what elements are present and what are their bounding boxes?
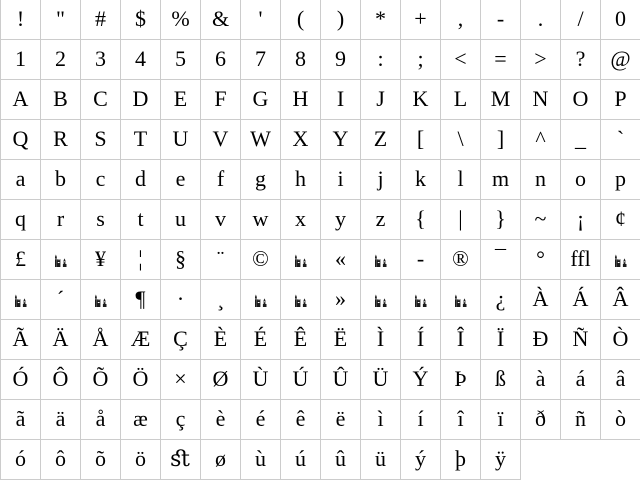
glyph-cell[interactable]: J: [361, 80, 401, 120]
glyph-cell[interactable]: #: [81, 0, 121, 40]
glyph-cell[interactable]: [: [401, 120, 441, 160]
glyph-cell[interactable]: j: [361, 160, 401, 200]
glyph-cell[interactable]: 5: [161, 40, 201, 80]
glyph-cell[interactable]: Ü: [361, 360, 401, 400]
glyph-cell[interactable]: N: [521, 80, 561, 120]
glyph-cell[interactable]: 1: [1, 40, 41, 80]
glyph-cell[interactable]: (: [281, 0, 321, 40]
glyph-cell[interactable]: ´: [41, 280, 81, 320]
glyph-cell[interactable]: u: [161, 200, 201, 240]
glyph-cell[interactable]: ,: [441, 0, 481, 40]
glyph-cell[interactable]: B: [41, 80, 81, 120]
glyph-cell[interactable]: f: [201, 160, 241, 200]
glyph-cell[interactable]: Ã: [1, 320, 41, 360]
glyph-cell[interactable]: Z: [361, 120, 401, 160]
glyph-cell[interactable]: <: [441, 40, 481, 80]
glyph-cell[interactable]: í: [401, 400, 441, 440]
glyph-cell[interactable]: a: [1, 160, 41, 200]
glyph-cell[interactable]: -: [401, 240, 441, 280]
glyph-cell[interactable]: M: [481, 80, 521, 120]
glyph-cell[interactable]: K: [401, 80, 441, 120]
glyph-cell[interactable]: ê: [281, 400, 321, 440]
glyph-cell[interactable]: °: [521, 240, 561, 280]
castle-notdef-icon: [94, 294, 108, 307]
glyph-cell[interactable]: ñ: [561, 400, 601, 440]
glyph-cell[interactable]: z: [361, 200, 401, 240]
glyph-cell[interactable]: ¸: [201, 280, 241, 320]
glyph-cell[interactable]: Ö: [121, 360, 161, 400]
glyph-cell[interactable]: @: [601, 40, 640, 80]
glyph-cell[interactable]: q: [1, 200, 41, 240]
glyph-cell[interactable]: h: [281, 160, 321, 200]
notdef-glyph-cell[interactable]: [81, 280, 121, 320]
glyph-cell[interactable]: 0: [601, 0, 640, 40]
glyph-cell[interactable]: ç: [161, 400, 201, 440]
glyph-cell[interactable]: Æ: [121, 320, 161, 360]
glyph-cell[interactable]: Ý: [401, 360, 441, 400]
glyph-cell[interactable]: Ñ: [561, 320, 601, 360]
glyph-cell[interactable]: Ï: [481, 320, 521, 360]
glyph-cell[interactable]: ®: [441, 240, 481, 280]
glyph-cell[interactable]: ·: [161, 280, 201, 320]
glyph-cell[interactable]: à: [521, 360, 561, 400]
glyph-cell[interactable]: ö: [121, 440, 161, 480]
glyph-cell[interactable]: Â: [601, 280, 640, 320]
glyph-cell[interactable]: õ: [81, 440, 121, 480]
glyph-cell[interactable]: Û: [321, 360, 361, 400]
glyph-cell[interactable]: ': [241, 0, 281, 40]
castle-notdef-icon: [294, 294, 308, 307]
glyph-cell[interactable]: ffl: [561, 240, 601, 280]
glyph-cell[interactable]: _: [561, 120, 601, 160]
glyph-cell[interactable]: ì: [361, 400, 401, 440]
glyph-cell[interactable]: Ò: [601, 320, 640, 360]
glyph-cell[interactable]: !: [1, 0, 41, 40]
glyph-cell[interactable]: g: [241, 160, 281, 200]
glyph-cell[interactable]: Q: [1, 120, 41, 160]
glyph-cell[interactable]: ó: [1, 440, 41, 480]
glyph-cell[interactable]: V: [201, 120, 241, 160]
glyph-cell[interactable]: x: [281, 200, 321, 240]
glyph-cell[interactable]: 3: [81, 40, 121, 80]
glyph-cell[interactable]: s: [81, 200, 121, 240]
notdef-glyph-cell[interactable]: [601, 240, 640, 280]
glyph-cell[interactable]: e: [161, 160, 201, 200]
glyph-cell[interactable]: d: [121, 160, 161, 200]
notdef-glyph-cell[interactable]: [441, 280, 481, 320]
glyph-cell[interactable]: w: [241, 200, 281, 240]
glyph-cell[interactable]: `: [601, 120, 640, 160]
glyph-cell[interactable]: r: [41, 200, 81, 240]
glyph-cell[interactable]: À: [521, 280, 561, 320]
notdef-glyph-cell[interactable]: [401, 280, 441, 320]
notdef-glyph-cell[interactable]: [1, 280, 41, 320]
glyph-cell[interactable]: m: [481, 160, 521, 200]
glyph-cell[interactable]: ë: [321, 400, 361, 440]
glyph-cell[interactable]: ?: [561, 40, 601, 80]
glyph-cell[interactable]: %: [161, 0, 201, 40]
glyph-cell[interactable]: C: [81, 80, 121, 120]
glyph-cell[interactable]: Í: [401, 320, 441, 360]
glyph-cell[interactable]: Ì: [361, 320, 401, 360]
glyph-cell[interactable]: É: [241, 320, 281, 360]
glyph-cell[interactable]: W: [241, 120, 281, 160]
glyph-cell[interactable]: ): [321, 0, 361, 40]
notdef-glyph-cell[interactable]: [241, 280, 281, 320]
glyph-cell[interactable]: ß: [481, 360, 521, 400]
castle-notdef-icon: [414, 294, 428, 307]
glyph-cell[interactable]: p: [601, 160, 640, 200]
glyph-cell[interactable]: 7: [241, 40, 281, 80]
glyph-cell[interactable]: F: [201, 80, 241, 120]
glyph-cell[interactable]: Ô: [41, 360, 81, 400]
glyph-cell[interactable]: Ê: [281, 320, 321, 360]
glyph-cell[interactable]: T: [121, 120, 161, 160]
glyph-cell[interactable]: ¦: [121, 240, 161, 280]
glyph-cell[interactable]: ¿: [481, 280, 521, 320]
glyph-cell[interactable]: ¯: [481, 240, 521, 280]
glyph-cell[interactable]: .: [521, 0, 561, 40]
glyph-cell[interactable]: á: [561, 360, 601, 400]
glyph-cell[interactable]: v: [201, 200, 241, 240]
glyph-cell[interactable]: ": [41, 0, 81, 40]
glyph-cell[interactable]: ©: [241, 240, 281, 280]
empty-cell: [521, 440, 561, 480]
notdef-glyph-cell[interactable]: [281, 240, 321, 280]
glyph-cell[interactable]: H: [281, 80, 321, 120]
glyph-cell[interactable]: ¨: [201, 240, 241, 280]
glyph-cell[interactable]: î: [441, 400, 481, 440]
glyph-cell[interactable]: }: [481, 200, 521, 240]
glyph-cell[interactable]: ¶: [121, 280, 161, 320]
glyph-cell[interactable]: G: [241, 80, 281, 120]
castle-notdef-icon: [54, 254, 68, 267]
glyph-cell[interactable]: 4: [121, 40, 161, 80]
glyph-cell[interactable]: é: [241, 400, 281, 440]
glyph-cell[interactable]: *: [361, 0, 401, 40]
glyph-cell[interactable]: 8: [281, 40, 321, 80]
notdef-glyph-cell[interactable]: [41, 240, 81, 280]
glyph-cell[interactable]: c: [81, 160, 121, 200]
glyph-cell[interactable]: =: [481, 40, 521, 80]
glyph-cell[interactable]: i: [321, 160, 361, 200]
glyph-cell[interactable]: ã: [1, 400, 41, 440]
glyph-cell[interactable]: b: [41, 160, 81, 200]
glyph-cell[interactable]: ]: [481, 120, 521, 160]
glyph-cell[interactable]: ü: [361, 440, 401, 480]
castle-notdef-icon: [14, 294, 28, 307]
glyph-cell[interactable]: +: [401, 0, 441, 40]
glyph-cell[interactable]: t: [121, 200, 161, 240]
glyph-cell[interactable]: Ç: [161, 320, 201, 360]
glyph-cell[interactable]: Ø: [201, 360, 241, 400]
glyph-cell[interactable]: Y: [321, 120, 361, 160]
glyph-cell[interactable]: O: [561, 80, 601, 120]
glyph-cell[interactable]: k: [401, 160, 441, 200]
glyph-cell[interactable]: »: [321, 280, 361, 320]
castle-notdef-icon: [374, 254, 388, 267]
glyph-cell[interactable]: L: [441, 80, 481, 120]
glyph-cell[interactable]: ø: [201, 440, 241, 480]
glyph-cell[interactable]: Ó: [1, 360, 41, 400]
glyph-cell[interactable]: ¡: [561, 200, 601, 240]
glyph-cell[interactable]: ×: [161, 360, 201, 400]
glyph-cell[interactable]: û: [321, 440, 361, 480]
glyph-cell[interactable]: P: [601, 80, 640, 120]
castle-notdef-icon: [454, 294, 468, 307]
glyph-cell[interactable]: -: [481, 0, 521, 40]
glyph-cell[interactable]: ﬆ: [161, 440, 201, 480]
glyph-cell[interactable]: Þ: [441, 360, 481, 400]
glyph-cell[interactable]: ï: [481, 400, 521, 440]
glyph-cell[interactable]: Ú: [281, 360, 321, 400]
castle-notdef-icon: [294, 254, 308, 267]
castle-notdef-icon: [374, 294, 388, 307]
castle-notdef-icon: [614, 254, 628, 267]
glyph-cell[interactable]: Á: [561, 280, 601, 320]
empty-cell: [601, 440, 640, 480]
glyph-cell[interactable]: >: [521, 40, 561, 80]
glyph-cell[interactable]: æ: [121, 400, 161, 440]
glyph-cell[interactable]: 9: [321, 40, 361, 80]
glyph-cell[interactable]: Ä: [41, 320, 81, 360]
notdef-glyph-cell[interactable]: [361, 240, 401, 280]
glyph-cell[interactable]: ÿ: [481, 440, 521, 480]
glyph-cell[interactable]: ^: [521, 120, 561, 160]
glyph-cell[interactable]: y: [321, 200, 361, 240]
glyph-cell[interactable]: ;: [401, 40, 441, 80]
glyph-cell[interactable]: A: [1, 80, 41, 120]
glyph-cell[interactable]: £: [1, 240, 41, 280]
glyph-cell[interactable]: R: [41, 120, 81, 160]
glyph-cell[interactable]: Ë: [321, 320, 361, 360]
glyph-cell[interactable]: ò: [601, 400, 640, 440]
glyph-cell[interactable]: Î: [441, 320, 481, 360]
glyph-cell[interactable]: ô: [41, 440, 81, 480]
glyph-cell[interactable]: ù: [241, 440, 281, 480]
glyph-cell[interactable]: Ð: [521, 320, 561, 360]
glyph-cell[interactable]: U: [161, 120, 201, 160]
glyph-cell[interactable]: ~: [521, 200, 561, 240]
notdef-glyph-cell[interactable]: [281, 280, 321, 320]
glyph-cell[interactable]: \: [441, 120, 481, 160]
notdef-glyph-cell[interactable]: [361, 280, 401, 320]
glyph-cell[interactable]: S: [81, 120, 121, 160]
glyph-cell[interactable]: l: [441, 160, 481, 200]
glyph-cell[interactable]: X: [281, 120, 321, 160]
glyph-cell[interactable]: I: [321, 80, 361, 120]
glyph-cell[interactable]: o: [561, 160, 601, 200]
glyph-cell[interactable]: $: [121, 0, 161, 40]
glyph-cell[interactable]: Õ: [81, 360, 121, 400]
glyph-cell[interactable]: ú: [281, 440, 321, 480]
empty-cell: [561, 440, 601, 480]
glyph-cell[interactable]: È: [201, 320, 241, 360]
glyph-cell[interactable]: |: [441, 200, 481, 240]
glyph-cell[interactable]: §: [161, 240, 201, 280]
glyph-cell[interactable]: Å: [81, 320, 121, 360]
glyph-cell[interactable]: ä: [41, 400, 81, 440]
glyph-cell[interactable]: D: [121, 80, 161, 120]
glyph-cell[interactable]: þ: [441, 440, 481, 480]
glyph-cell[interactable]: ý: [401, 440, 441, 480]
glyph-cell[interactable]: {: [401, 200, 441, 240]
glyph-cell[interactable]: å: [81, 400, 121, 440]
glyph-cell[interactable]: /: [561, 0, 601, 40]
castle-notdef-icon: [254, 294, 268, 307]
glyph-cell[interactable]: «: [321, 240, 361, 280]
glyph-cell[interactable]: ¥: [81, 240, 121, 280]
glyph-cell[interactable]: n: [521, 160, 561, 200]
glyph-cell[interactable]: :: [361, 40, 401, 80]
glyph-cell[interactable]: è: [201, 400, 241, 440]
glyph-cell[interactable]: Ù: [241, 360, 281, 400]
glyph-cell[interactable]: 2: [41, 40, 81, 80]
glyph-cell[interactable]: â: [601, 360, 640, 400]
glyph-cell[interactable]: ¢: [601, 200, 640, 240]
glyph-cell[interactable]: E: [161, 80, 201, 120]
glyph-cell[interactable]: 6: [201, 40, 241, 80]
glyph-cell[interactable]: ð: [521, 400, 561, 440]
glyph-cell[interactable]: &: [201, 0, 241, 40]
